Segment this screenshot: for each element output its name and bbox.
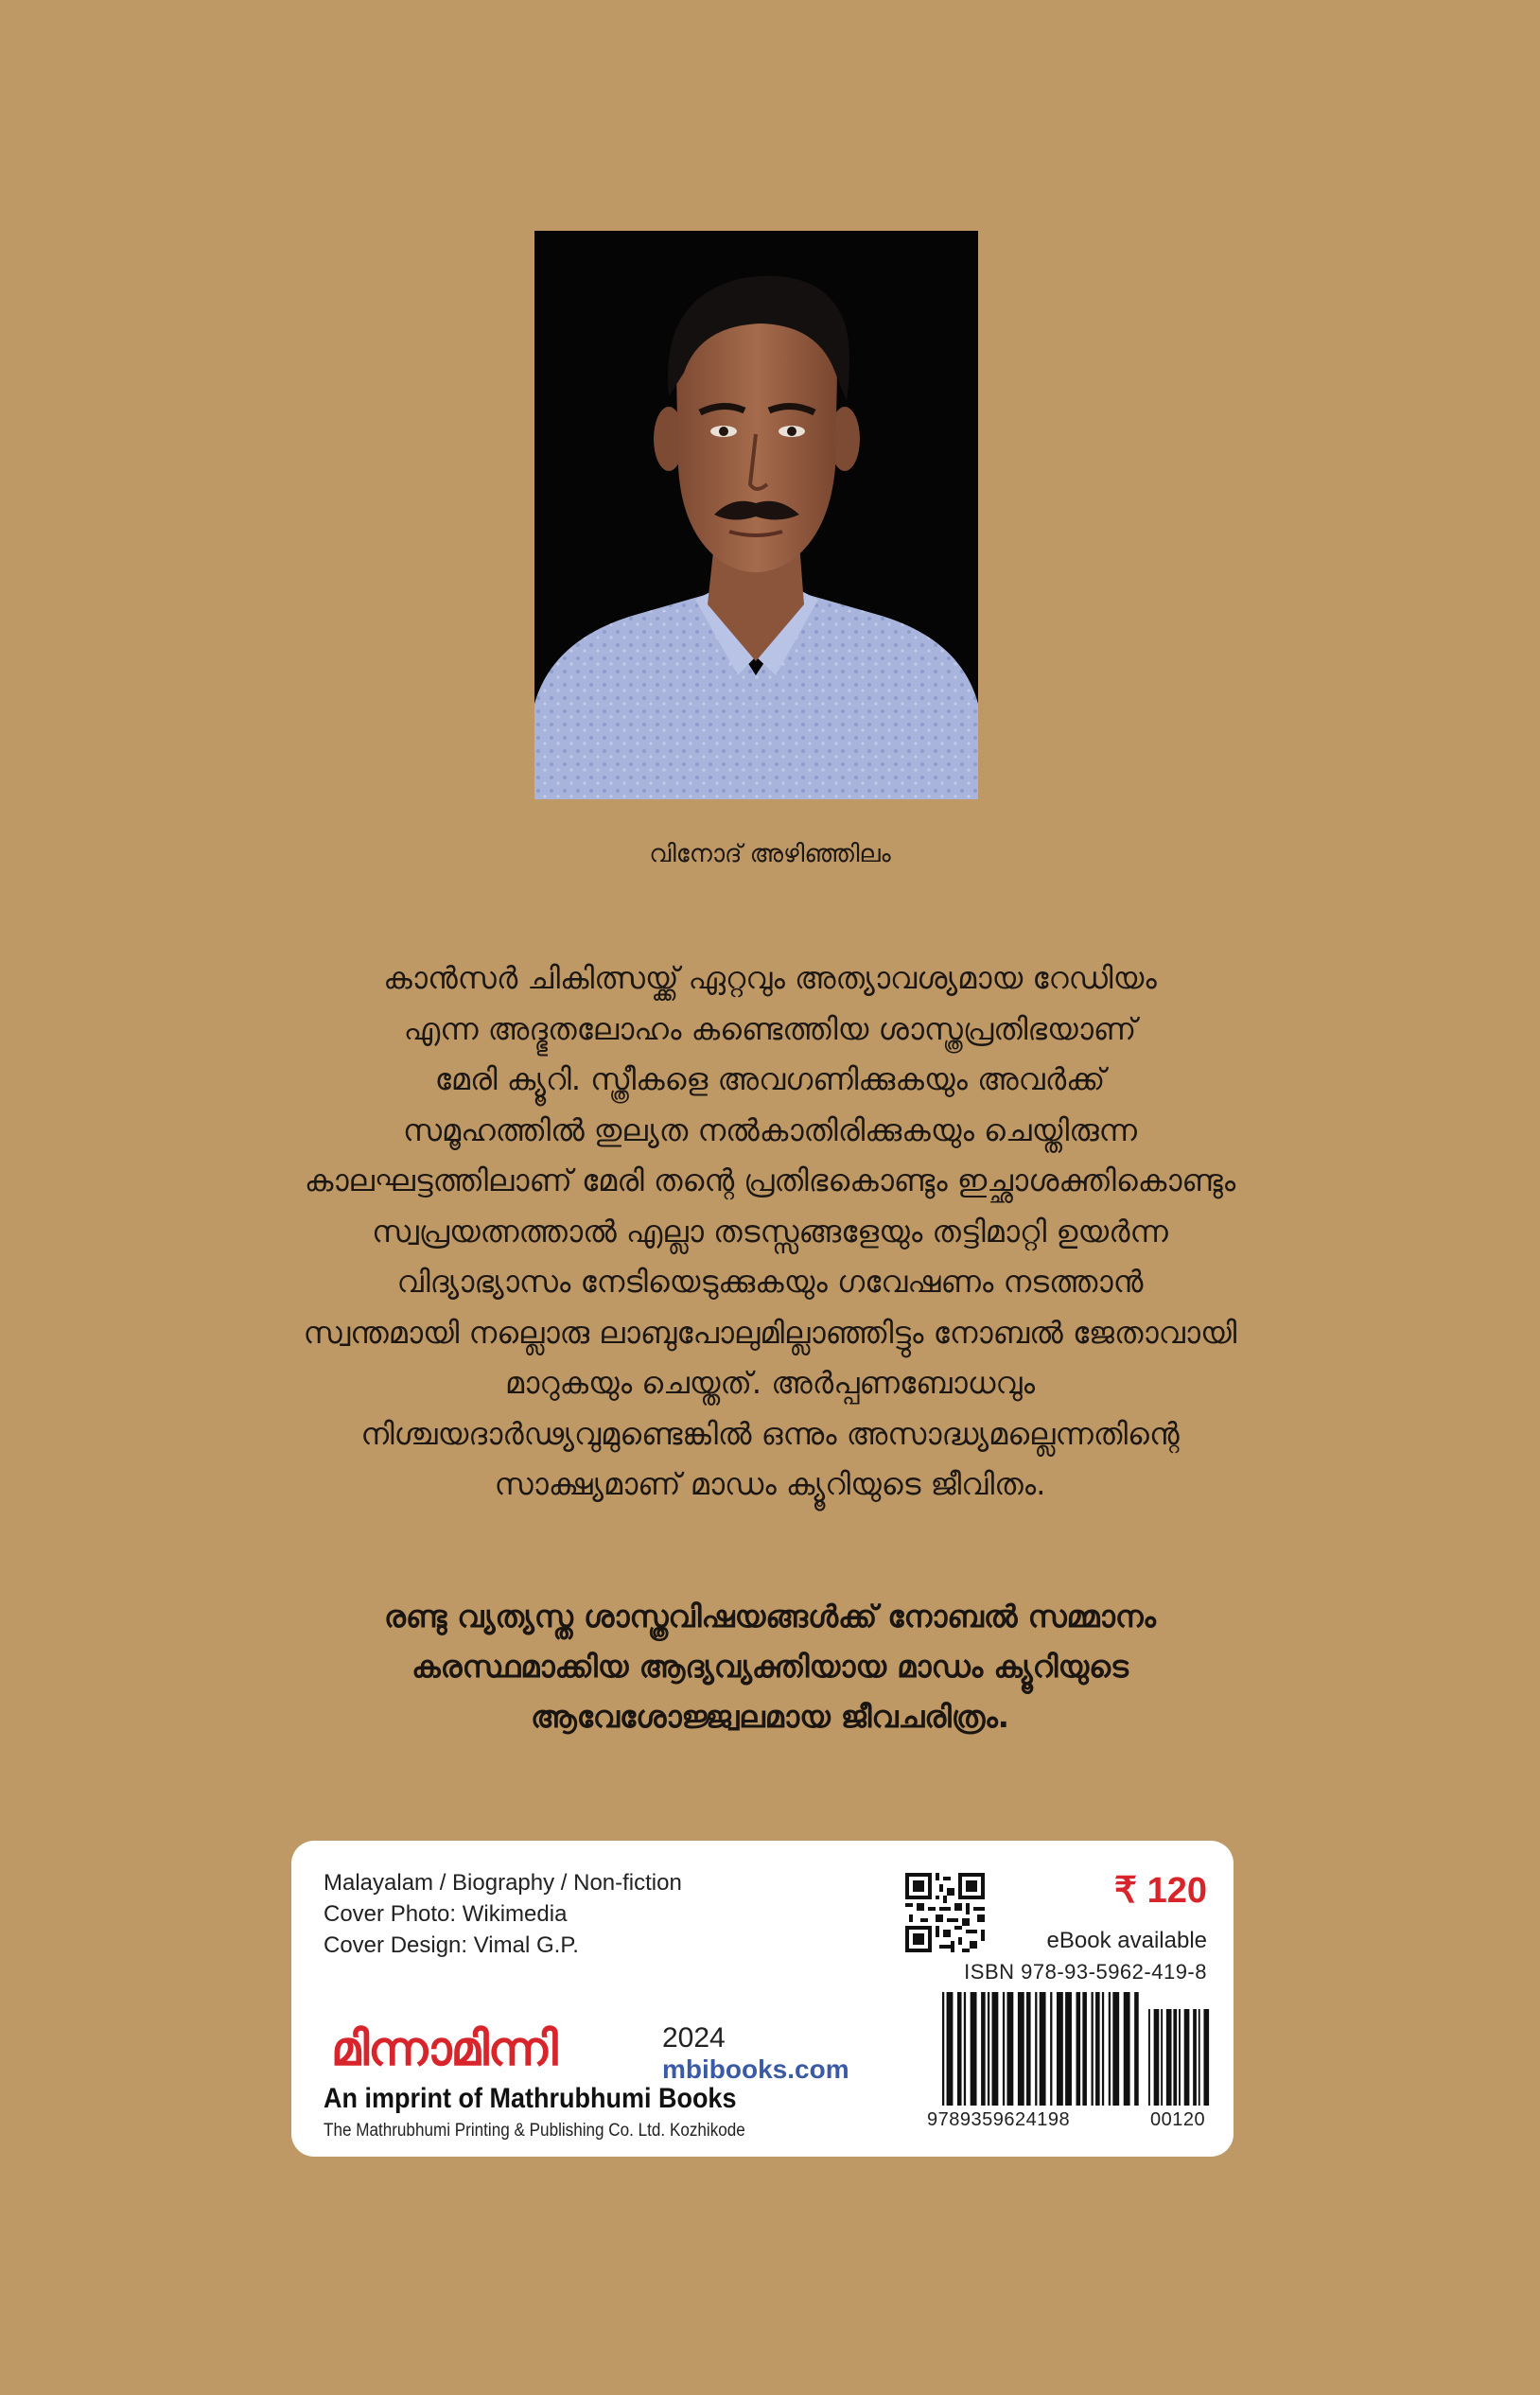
barcode-bar xyxy=(964,1992,966,2106)
barcode-bar xyxy=(1124,1992,1130,2106)
barcode-bar xyxy=(1057,1992,1063,2106)
imprint-text: An imprint of Mathrubhumi Books xyxy=(324,2083,737,2114)
isbn-text: ISBN 978-93-5962-419-8 xyxy=(964,1960,1207,1984)
barcode-addon-icon xyxy=(1148,2009,1211,2106)
barcode-bar xyxy=(1050,1992,1052,2106)
description-line: സ്വപ്രയത്നത്താൽ എല്ലാ തടസ്സങ്ങളേയും തട്ടിമാറ്റി ഉയർന്ന xyxy=(372,1213,1168,1250)
book-info-card xyxy=(291,1841,1234,2157)
barcode-bar xyxy=(1026,1992,1031,2106)
barcode-bar xyxy=(992,1992,999,2106)
description-line: മേരി ക്യൂറി. സ്ത്രീകളെ അവഗണിക്കുകയും അവർക്ക് xyxy=(434,1061,1106,1097)
barcode-bar xyxy=(957,1992,962,2106)
book-description xyxy=(170,953,1370,1511)
description-line: വിദ്യാഭ്യാസം നേടിയെടുക്കുകയും ഗവേഷണം നടത്താൻ xyxy=(396,1264,1144,1300)
tagline-line: രണ്ടു വ്യത്യസ്ത ശാസ്ത്രവിഷയങ്ങൾക്ക് നോബൽ സമ്മാനം xyxy=(384,1599,1156,1635)
barcode-bar xyxy=(1092,1992,1094,2106)
barcode-bar xyxy=(1134,1992,1139,2106)
description-line: നിശ്ചയദാർഢ്യവുമുണ്ടെങ്കിൽ ഒന്നും അസാദ്ധ്യമല്ലെന്നതിന്റെ xyxy=(360,1415,1180,1452)
barcode-bar xyxy=(1082,1992,1087,2106)
barcode-bar xyxy=(981,1992,986,2106)
price-tag: ₹ 120 xyxy=(1113,1871,1207,1911)
ebook-availability: eBook available xyxy=(1046,1928,1207,1953)
barcode-bar xyxy=(947,1992,954,2106)
barcode-icon xyxy=(942,1992,1141,2106)
description-line: സാക്ഷ്യമാണ് മാഡം ക്യൂറിയുടെ ജീവിതം. xyxy=(494,1466,1046,1502)
barcode-bar xyxy=(1154,2009,1160,2106)
barcode-bar xyxy=(1006,1992,1013,2106)
category-text: Malayalam / Biography / Non-fiction xyxy=(324,1870,682,1896)
tagline-line: ആവേശോജ്ജ്വലമായ ജീവചരിത്രം. xyxy=(531,1699,1009,1735)
barcode-bar xyxy=(1166,2009,1172,2106)
barcode-bar xyxy=(1109,1992,1111,2106)
barcode-bar xyxy=(1203,2009,1209,2106)
barcode-bar xyxy=(988,1992,989,2106)
barcode-bar xyxy=(1173,2009,1177,2106)
barcode-bar xyxy=(971,1992,977,2106)
qr-code-icon[interactable] xyxy=(905,1873,985,1952)
barcode-bar xyxy=(1179,2009,1181,2106)
description-line: മാറുകയും ചെയ്തത്. അർപ്പണബോധവും xyxy=(505,1365,1035,1401)
barcode-bar xyxy=(1076,1992,1081,2106)
publication-year: 2024 xyxy=(662,2022,726,2054)
cover-photo-credit: Cover Photo: Wikimedia xyxy=(324,1901,568,1927)
barcode-bar xyxy=(1065,1992,1072,2106)
barcode-bar xyxy=(942,1992,944,2106)
description-line: സ്വന്തമായി നല്ലൊരു ലാബുപോലുമില്ലാഞ്ഞിട്ടും നോബൽ ജേതാവായി xyxy=(303,1314,1237,1351)
barcode-bar xyxy=(1102,1992,1104,2106)
barcode-bar xyxy=(1003,1992,1005,2106)
book-meta xyxy=(324,1867,682,1961)
author-portrait-icon xyxy=(534,231,978,799)
barcode-bar xyxy=(1148,2009,1150,2106)
barcode-bar xyxy=(1193,2009,1197,2106)
publisher-company: The Mathrubhumi Printing & Publishing Co. Ltd. Kozhikode xyxy=(324,2121,745,2141)
barcode-addon-number: 00120 xyxy=(1150,2109,1206,2130)
barcode-bar xyxy=(1095,1992,1100,2106)
barcode-bar xyxy=(1199,2009,1200,2106)
publisher-website-link[interactable]: mbibooks.com xyxy=(662,2054,849,2084)
tagline-line: കരസ്ഥമാക്കിയ ആദ്യവ്യക്തിയായ മാഡം ക്യൂറിയുടെ xyxy=(411,1649,1129,1685)
cover-design-credit: Cover Design: Vimal G.P. xyxy=(324,1932,579,1958)
description-line: കാൻസർ ചികിത്സയ്ക്ക് ഏറ്റവും അത്യാവശ്യമായ റേഡിയം xyxy=(383,960,1157,996)
book-tagline xyxy=(189,1592,1351,1742)
barcode-bar xyxy=(1161,2009,1163,2106)
description-line: എന്ന അദ്ഭുതലോഹം കണ്ടെത്തിയ ശാസ്ത്രപ്രതിഭയാണ് xyxy=(403,1010,1137,1047)
publisher-logo: മിന്നാമിന്നി xyxy=(331,2021,557,2076)
barcode-number: 9789359624198 xyxy=(927,2109,1071,2130)
description-line: കാലഘട്ടത്തിലാണ് മേരി തന്റെ പ്രതിഭകൊണ്ടും ഇച്ഛാശക്തികൊണ്ടും xyxy=(304,1163,1236,1198)
barcode-bar xyxy=(1035,1992,1037,2106)
barcode-bar xyxy=(1184,2009,1190,2106)
description-line: സമൂഹത്തിൽ തുല്യത നൽകാതിരിക്കുകയും ചെയ്തിരുന്ന xyxy=(402,1111,1138,1148)
author-name: വിനോദ് അഴിഞ്ഞിലം xyxy=(649,840,891,868)
barcode-bar xyxy=(1112,1992,1119,2106)
barcode-bar xyxy=(1040,1992,1046,2106)
barcode-bar xyxy=(1018,1992,1024,2106)
author-photo xyxy=(534,231,978,799)
